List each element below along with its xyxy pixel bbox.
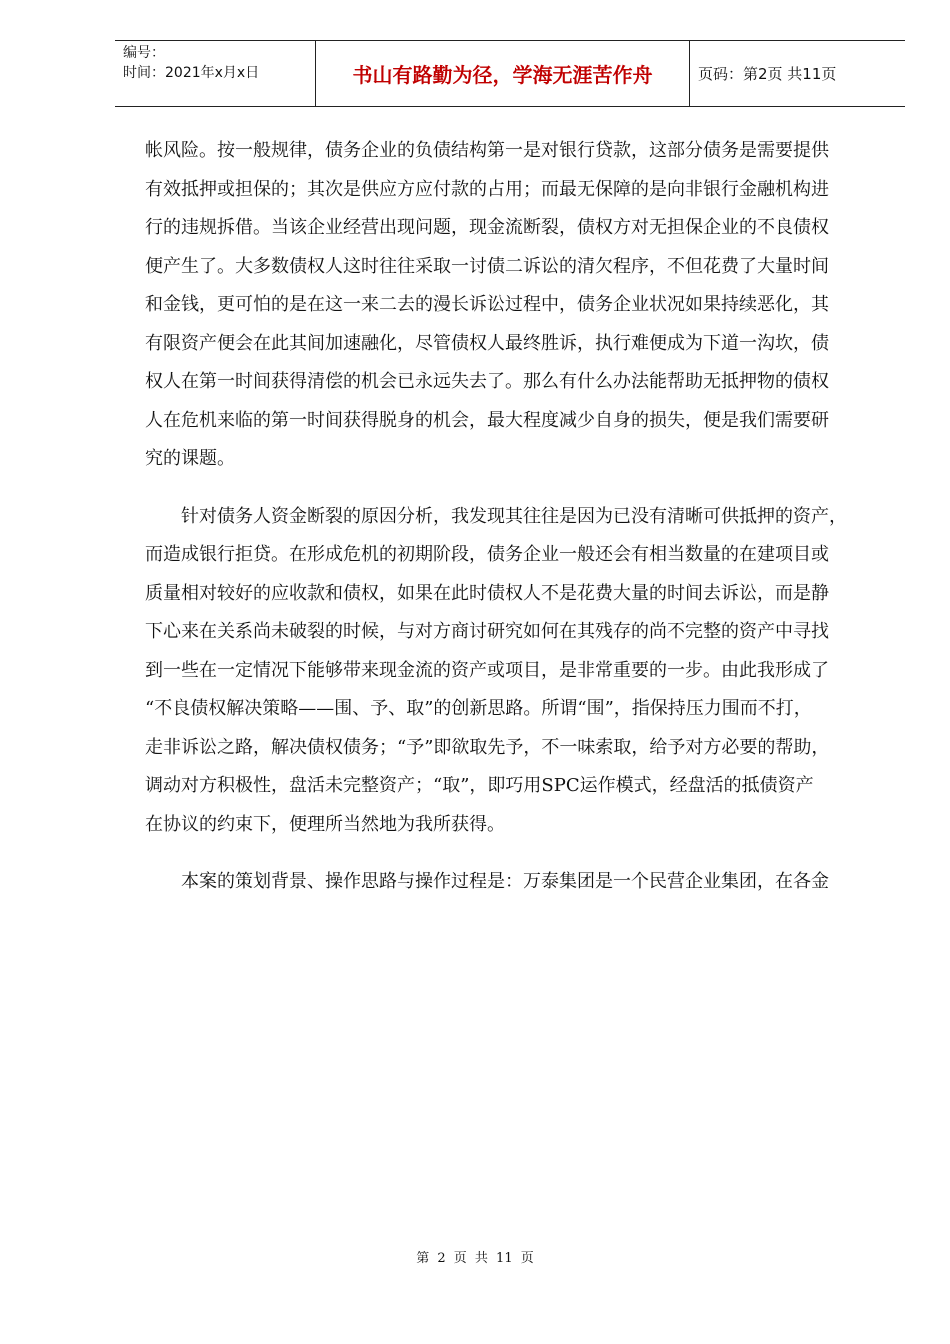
text-line: 而造成银行拒贷。在形成危机的初期阶段，债务企业一般还会有相当数量的在建项目或 bbox=[145, 544, 829, 565]
header-date-label: 时间：2021年x月x日 bbox=[123, 65, 260, 81]
footer-page-number: 第 2 页 共 11 页 bbox=[416, 1251, 534, 1266]
text-line: 有限资产便会在此其间加速融化，尽管债权人最终胜诉，执行难便成为下道一沟坎，债 bbox=[145, 332, 829, 354]
paragraph-1 bbox=[145, 132, 875, 479]
text-line: 有效抵押或担保的；其次是供应方应付款的占用；而最无保障的是向非银行金融机构进 bbox=[145, 178, 829, 200]
text-line: 行的违规拆借。当该企业经营出现问题，现金流断裂，债权方对无担保企业的不良债权 bbox=[145, 217, 829, 238]
text-line: 调动对方积极性，盘活未完整资产；“取”，即巧用SPC运作模式，经盘活的抵债资产 bbox=[145, 775, 814, 796]
text-line: 本案的策划背景、操作思路与操作过程是：万泰集团是一个民营企业集团，在各金 bbox=[181, 871, 829, 892]
text-line: 在协议的约束下，便理所当然地为我所获得。 bbox=[145, 813, 505, 835]
text-line: 针对债务人资金断裂的原因分析，我发现其往往是因为已没有清晰可供抵押的资产， bbox=[181, 505, 847, 527]
paragraph-3 bbox=[145, 863, 875, 902]
text-line: 走非诉讼之路，解决债权债务；“予”即欲取先予，不一味索取，给予对方必要的帮助， bbox=[145, 736, 830, 758]
page-header bbox=[115, 40, 905, 107]
header-page-label: 页码：第2页 共11页 bbox=[698, 65, 837, 83]
text-line: 人在危机来临的第一时间获得脱身的机会，最大程度减少自身的损失，便是我们需要研 bbox=[145, 409, 829, 431]
paragraph-2 bbox=[145, 498, 875, 845]
document-body bbox=[145, 132, 875, 902]
header-page-info bbox=[690, 41, 905, 106]
header-motto bbox=[316, 41, 690, 106]
header-meta bbox=[115, 41, 316, 106]
text-line: 究的课题。 bbox=[145, 448, 235, 469]
text-line: 下心来在关系尚未破裂的时候，与对方商讨研究如何在其残存的尚不完整的资产中寻找 bbox=[145, 621, 829, 642]
header-code-label: 编号： bbox=[123, 45, 165, 61]
text-line: 质量相对较好的应收款和债权，如果在此时债权人不是花费大量的时间去诉讼，而是静 bbox=[145, 582, 829, 604]
text-line: 便产生了。大多数债权人这时往往采取一讨债二诉讼的清欠程序，不但花费了大量时间 bbox=[145, 255, 829, 277]
text-line: 到一些在一定情况下能够带来现金流的资产或项目，是非常重要的一步。由此我形成了 bbox=[145, 659, 829, 681]
header-motto-text: 书山有路勤为径，学海无涯苦作舟 bbox=[352, 63, 653, 87]
text-line: “不良债权解决策略——围、予、取”的创新思路。所谓“围”，指保持压力围而不打， bbox=[145, 698, 812, 719]
text-line: 和金钱，更可怕的是在这一来二去的漫长诉讼过程中，债务企业状况如果持续恶化，其 bbox=[145, 294, 829, 315]
page-footer bbox=[0, 1247, 950, 1266]
text-line: 帐风险。按一般规律，债务企业的负债结构第一是对银行贷款，这部分债务是需要提供 bbox=[145, 140, 829, 161]
text-line: 权人在第一时间获得清偿的机会已永远失去了。那么有什么办法能帮助无抵押物的债权 bbox=[145, 371, 829, 392]
